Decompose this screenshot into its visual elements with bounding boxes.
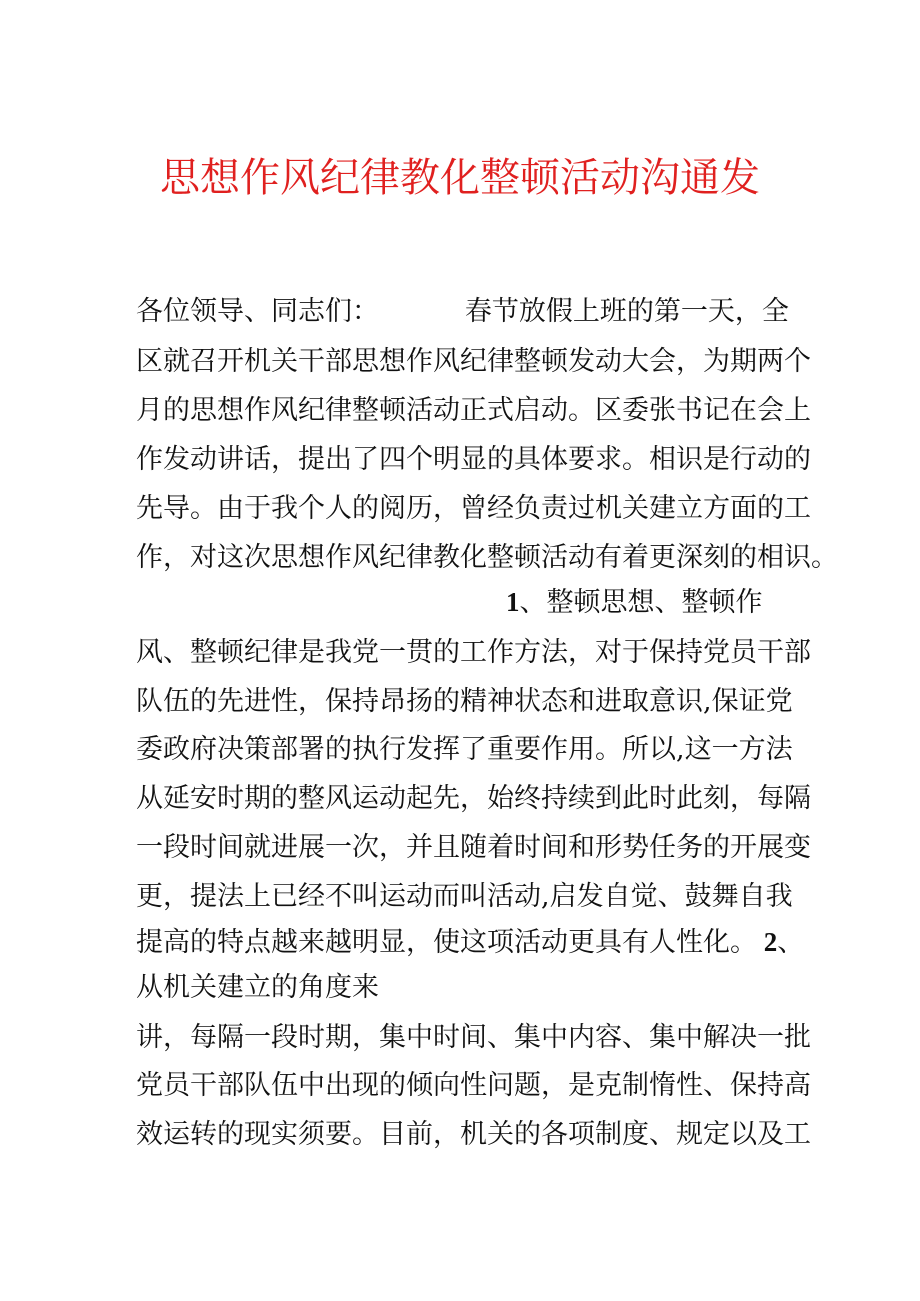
paragraph-line-10: 委政府决策部署的执行发挥了重要作用。所以,这一方法 (136, 734, 793, 765)
paragraph-line-14: 提高的特点越来越明显，使这项活动更具有人性化。 2、 (136, 927, 805, 958)
paragraph-line-9: 队伍的先进性，保持昂扬的精神状态和进取意识,保证党 (136, 686, 793, 717)
paragraph-line-4: 作发动讲话，提出了四个明显的具体要求。相识是行动的 (136, 444, 811, 475)
paragraph-line-5: 先导。由于我个人的阅历，曾经负责过机关建立方面的工 (136, 493, 811, 524)
paragraph-line-13: 更，提法上已经不叫运动而叫活动,启发自觉、鼓舞自我 (136, 881, 793, 912)
section-number-1: 1 (506, 587, 520, 617)
paragraph-line-12: 一段时间就进展一次，并且随着时间和形势任务的开展变 (136, 832, 811, 863)
section-heading-1: 1、整顿思想、整顿作 (506, 587, 763, 618)
paragraph-line-16: 讲，每隔一段时期，集中时间、集中内容、集中解决一批 (136, 1022, 811, 1053)
document-title: 思想作风纪律教化整顿活动沟通发 (160, 155, 760, 201)
paragraph-line-1: 各位领导、同志们： 春节放假上班的第一天，全 (136, 296, 789, 327)
paragraph-line-17: 党员干部队伍中出现的倾向性问题，是克制惰性、保持高 (136, 1070, 811, 1101)
paragraph-line-6: 作，对这次思想作风纪律教化整顿活动有着更深刻的相识。 (136, 542, 838, 573)
paragraph-line-2: 区就召开机关干部思想作风纪律整顿发动大会，为期两个 (136, 346, 811, 377)
paragraph-line-3: 月的思想作风纪律整顿活动正式启动。区委张书记在会上 (136, 395, 811, 426)
section-number-2: 2 (757, 927, 778, 957)
paragraph-line-15: 从机关建立的角度来 (136, 972, 379, 1003)
paragraph-line-8: 风、整顿纪律是我党一贯的工作方法，对于保持党员干部 (136, 637, 811, 668)
paragraph-line-11: 从延安时期的整风运动起先，始终持续到此时此刻，每隔 (136, 783, 811, 814)
paragraph-line-18: 效运转的现实须要。目前，机关的各项制度、规定以及工 (136, 1119, 811, 1150)
